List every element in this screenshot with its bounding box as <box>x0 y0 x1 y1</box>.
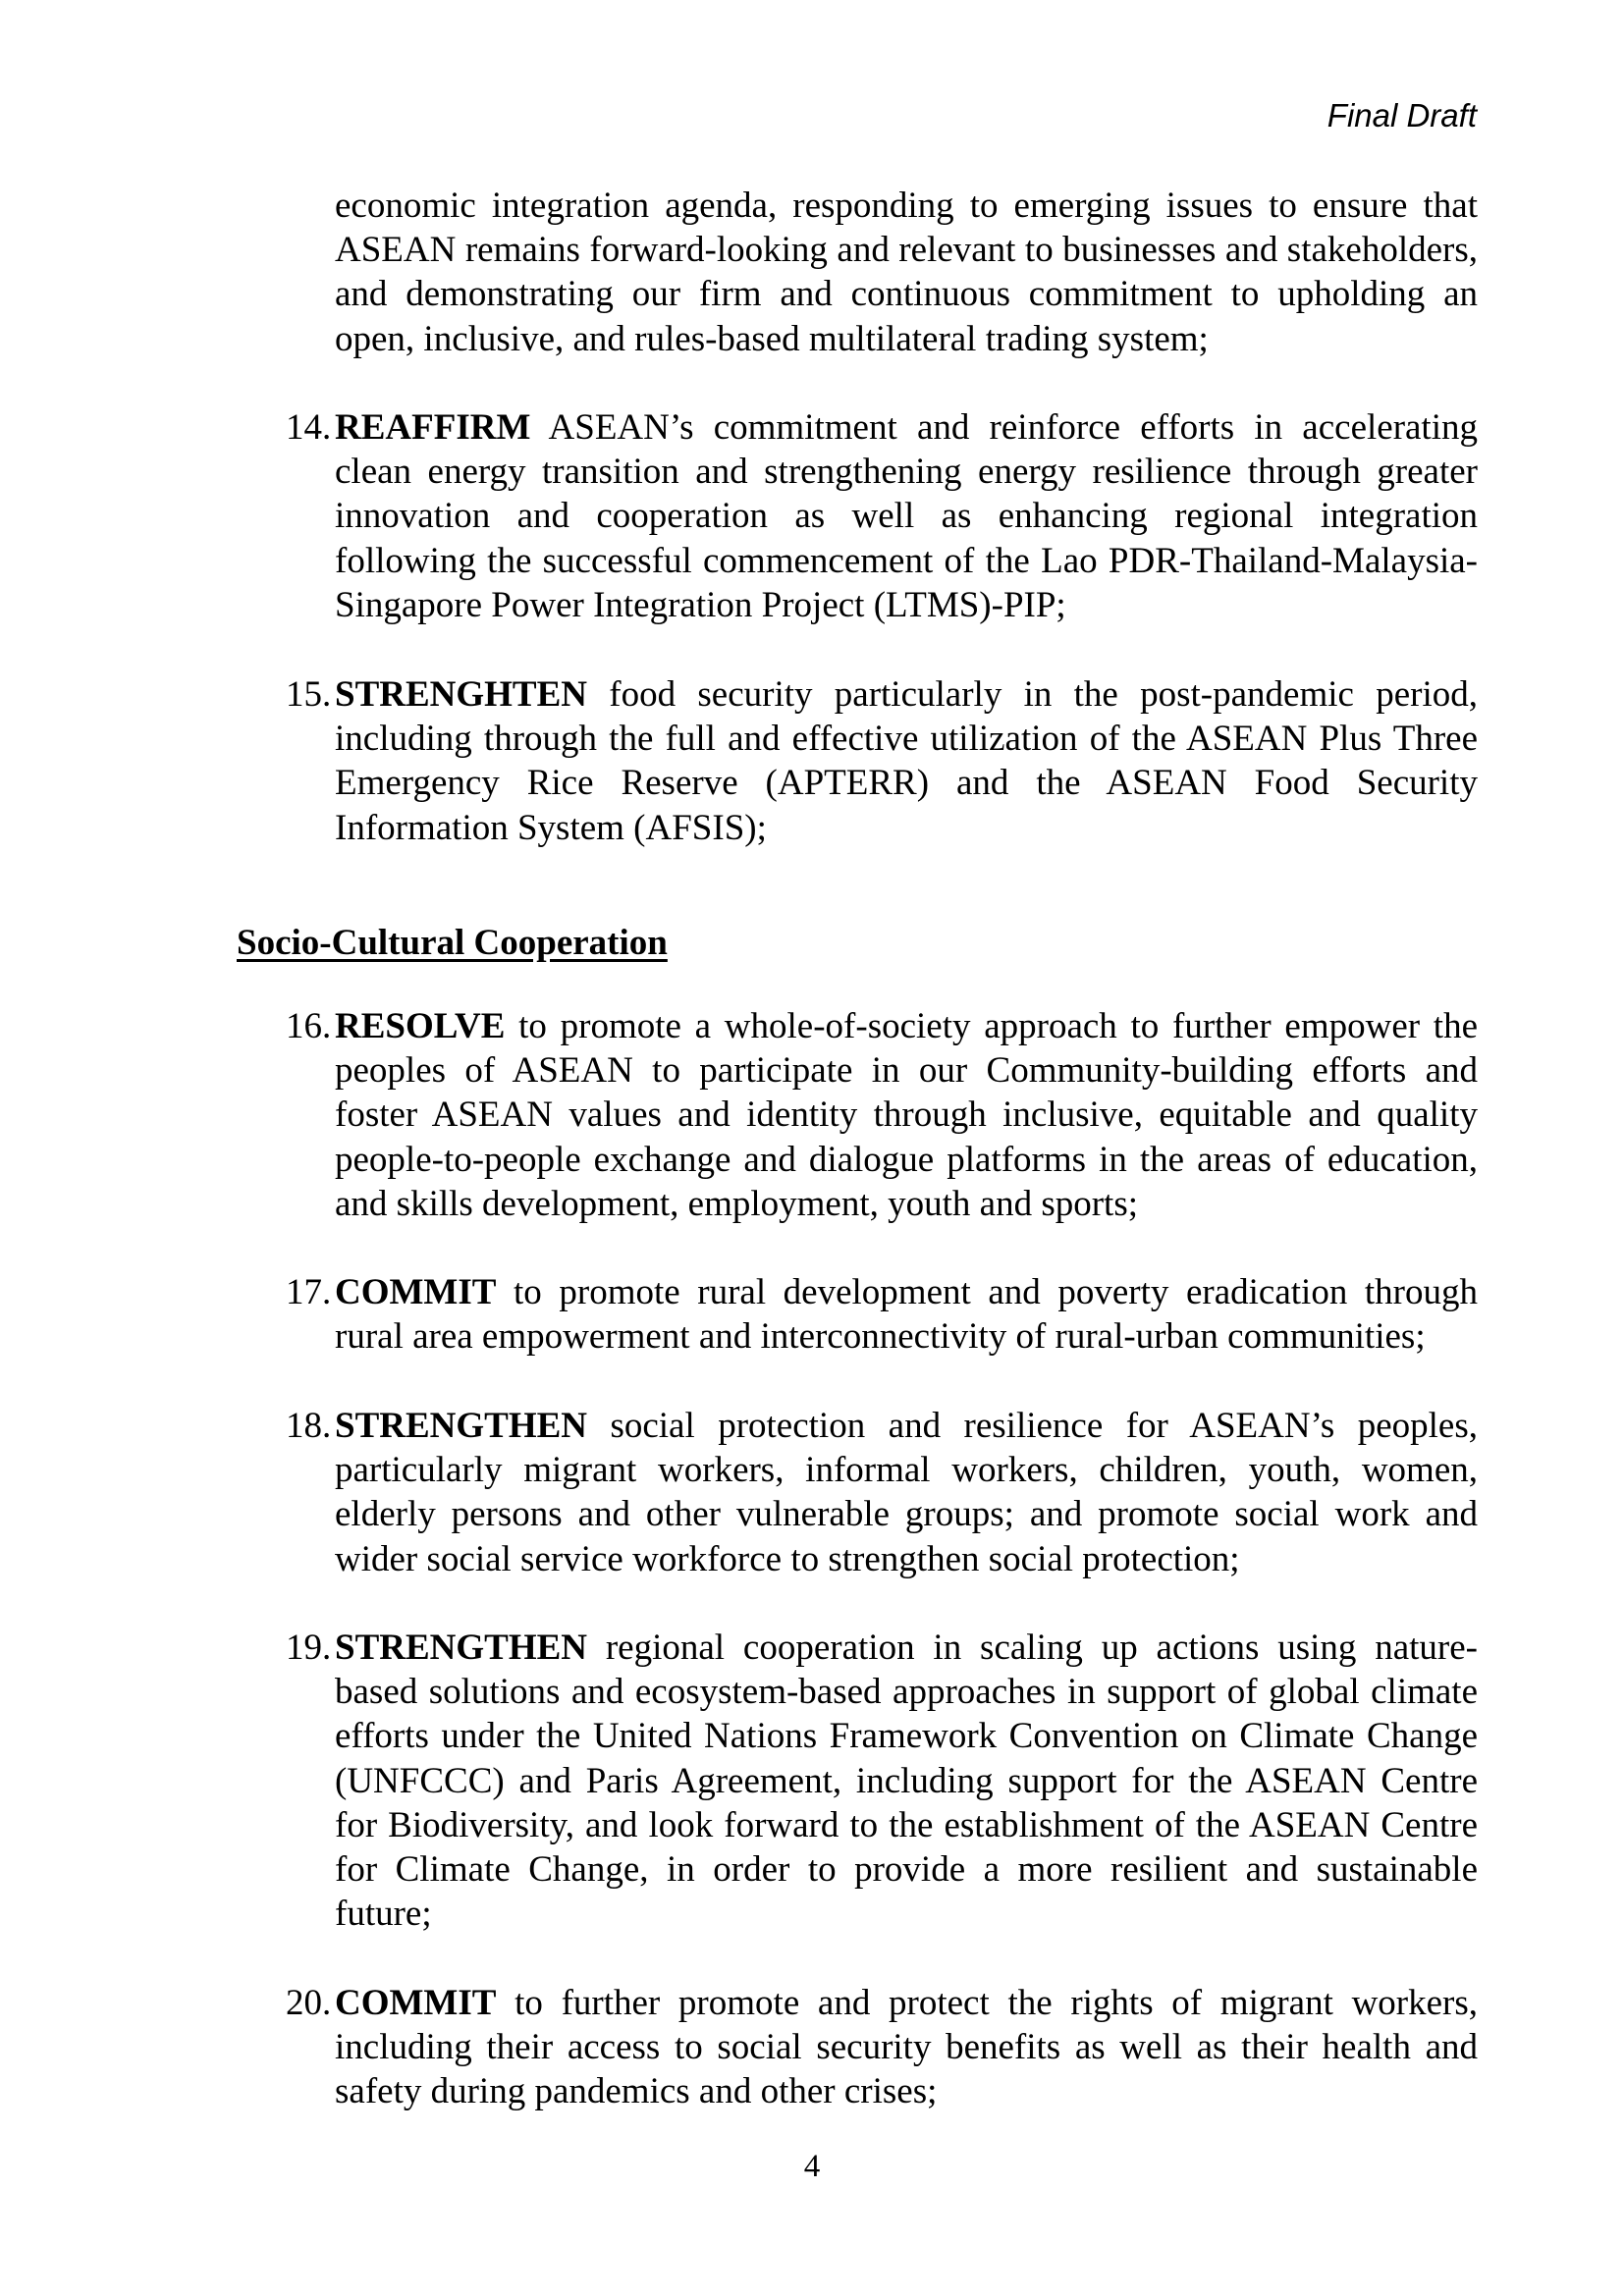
clause-keyword: STRENGHTEN <box>335 674 588 715</box>
clause-14 <box>286 405 1478 627</box>
clause-text: ASEAN’s commitment and reinforce efforts in accelerating clean energy transition and strengthening energy resilience through greater innovation and cooperation as well as enhancing regional integration following the successful commencement of the Lao PDR-Thailand-Malaysia-Singapore Power Integration Project (LTMS)-PIP; <box>335 407 1478 625</box>
clause-16 <box>286 1004 1478 1226</box>
clause-keyword: STRENGTHEN <box>335 1628 588 1668</box>
clause-text: food security particularly in the post-pandemic period, including through the full and effective utilization of the ASEAN Plus Three Emergency Rice Reserve (APTERR) and the ASEAN Food Security Information System (AFSIS); <box>335 674 1478 848</box>
clause-18 <box>286 1404 1478 1581</box>
clause-keyword: STRENGTHEN <box>335 1406 588 1446</box>
clause-20 <box>286 1981 1478 2114</box>
continuation-text: economic integration agenda, responding to emerging issues to ensure that ASEAN remains forward-looking and relevant to businesses and stakeholders, and demonstrating our firm and continuous commitment to upholding an open, inclusive, and rules-based multilateral trading system; <box>335 186 1478 359</box>
clause-number: 18. <box>286 1406 341 1446</box>
clause-number: 19. <box>286 1628 332 1668</box>
clause-number: 15. <box>286 674 332 715</box>
section-heading: Socio-Cultural Cooperation <box>237 923 668 963</box>
clause-19 <box>286 1626 1478 1936</box>
clause-text: to promote a whole-of-society approach to further empower the peoples of ASEAN to participate in our Community-building efforts and foster ASEAN values and identity through inclusive, equitable and quality people-to-people exchange and dialogue platforms in the areas of education, and skills development, employment, youth and sports; <box>335 1006 1478 1224</box>
clause-text: regional cooperation in scaling up actions using nature-based solutions and ecosystem-based approaches in support of global climate efforts under the United Nations Framework Convention on Climate Change (UNFCCC) and Paris Agreement, including support for the ASEAN Centre for Biodiversity, and look forward to the establishment of the ASEAN Centre for Climate Change, in order to provide a more resilient and sustainable future; <box>335 1628 1478 1935</box>
clause-number: 14. <box>286 407 332 448</box>
clause-number: 20. <box>286 1983 332 2023</box>
clause-number: 16. <box>286 1006 341 1046</box>
clause-15 <box>286 672 1478 850</box>
clause-17 <box>286 1270 1478 1359</box>
continuation-paragraph <box>335 184 1478 361</box>
clause-text: to further promote and protect the rights of migrant workers, including their access to social security benefits as well as their health and safety during pandemics and other crises; <box>335 1983 1478 2112</box>
clause-text: to promote rural development and poverty eradication through rural area empowerment and interconnectivity of rural-urban communities; <box>335 1272 1478 1358</box>
clause-keyword: COMMIT <box>335 1272 497 1312</box>
draft-label: Final Draft <box>1326 97 1477 133</box>
clause-number: 17. <box>286 1272 332 1312</box>
clause-keyword: RESOLVE <box>335 1006 506 1046</box>
clause-text: social protection and resilience for ASEAN’s peoples, particularly migrant workers, informal workers, children, youth, women, elderly persons and other vulnerable groups; and promote social work and wider social service workforce to strengthen social protection; <box>335 1406 1478 1579</box>
page-number: 4 <box>803 2149 821 2184</box>
clause-keyword: COMMIT <box>335 1983 497 2023</box>
clause-keyword: REAFFIRM <box>335 407 531 448</box>
